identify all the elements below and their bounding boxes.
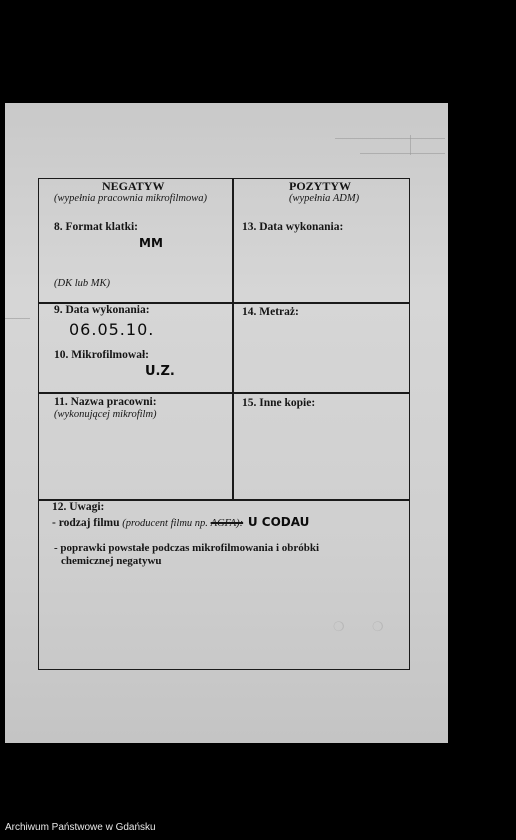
- negative-date-value: 06.05.10.: [69, 320, 155, 339]
- frame-format-note: (DK lub MK): [54, 278, 110, 289]
- negatyw-subtitle: (wypełnia pracownia mikrofilmowa): [54, 193, 208, 204]
- pozytyw-heading: POZYTYW: [289, 179, 352, 193]
- scratch-mark: [335, 138, 445, 139]
- film-type-hint: (producent filmu np.: [122, 518, 208, 529]
- corrections-line: - poprawki powstałe podczas mikrofilmowania i obróbki: [54, 542, 320, 554]
- column-divider: [232, 179, 234, 499]
- archive-credit: Archiwum Państwowe w Gdańsku: [5, 822, 156, 833]
- corrections-line-cont: chemicznej negatywu: [61, 555, 162, 567]
- lab-name-note: (wykonującej mikrofilm): [54, 409, 157, 420]
- scratch-mark: [360, 153, 445, 154]
- row-divider: [39, 392, 409, 394]
- film-type-value: U CODAU: [247, 515, 310, 529]
- length-label: 14. Metraż:: [242, 306, 299, 318]
- negatyw-heading: NEGATYW: [102, 179, 165, 193]
- film-type-label: - rodzaj filmu: [52, 517, 120, 529]
- positive-date-label: 13. Data wykonania:: [242, 221, 344, 233]
- other-copies-label: 15. Inne kopie:: [242, 397, 316, 409]
- frame-format-value: MM: [139, 236, 163, 250]
- frame-format-label: 8. Format klatki:: [54, 221, 139, 233]
- remarks-label: 12. Uwagi:: [52, 501, 105, 513]
- filmed-by-value: U.Z.: [145, 364, 175, 379]
- film-type-line: [52, 516, 309, 530]
- negative-date-label: 9. Data wykonania:: [54, 304, 150, 316]
- filmed-by-label: 10. Mikrofilmował:: [54, 349, 149, 361]
- pozytyw-subtitle: (wypełnia ADM): [289, 193, 360, 204]
- faint-mark: ❍: [372, 620, 384, 635]
- scratch-mark: [410, 135, 411, 155]
- scratch-mark: [5, 318, 30, 319]
- faint-mark: ❍: [333, 620, 345, 635]
- film-type-struck: AGFA):: [210, 518, 244, 529]
- lab-name-label: 11. Nazwa pracowni:: [54, 396, 157, 408]
- record-form: [38, 178, 410, 670]
